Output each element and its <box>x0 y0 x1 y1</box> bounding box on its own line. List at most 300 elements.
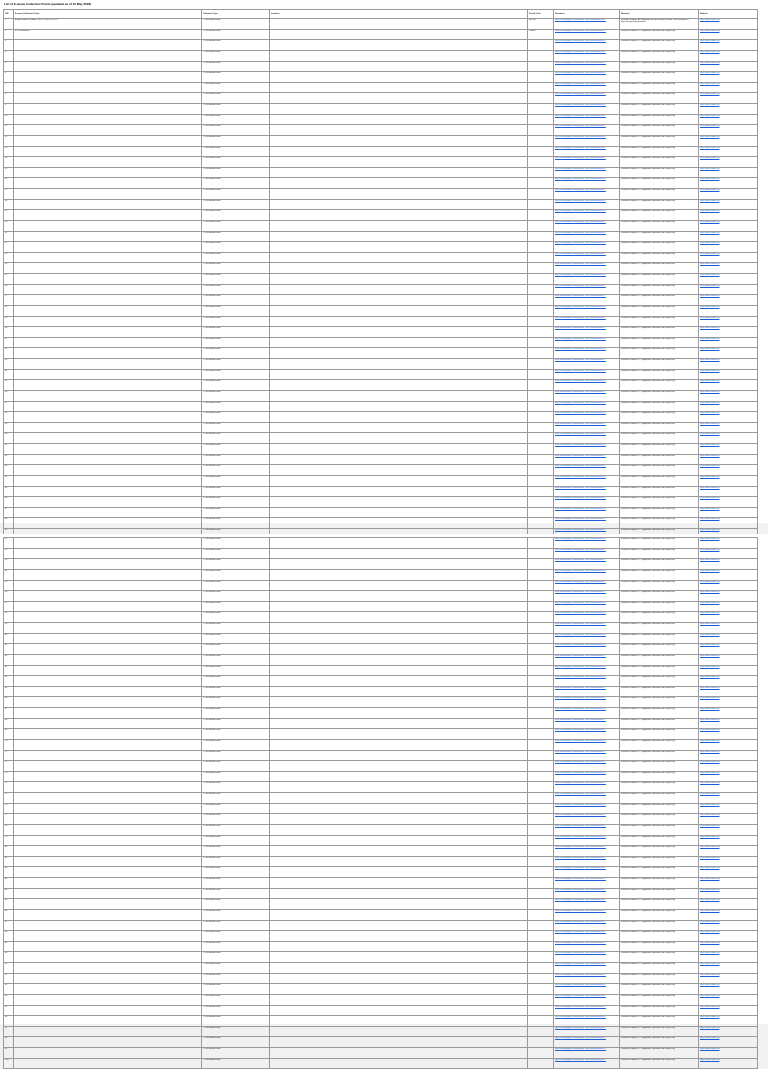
website-link[interactable]: https://alba-ewaste.sg <box>700 167 720 170</box>
cell-directions[interactable] <box>554 82 620 96</box>
website-link[interactable]: https://alba-ewaste.sg <box>700 973 720 976</box>
website-link[interactable]: https://alba-ewaste.sg <box>700 803 720 806</box>
website-link[interactable]: https://alba-ewaste.sg <box>700 284 720 287</box>
website-link[interactable]: https://alba-ewaste.sg <box>700 633 720 636</box>
cell-directions[interactable] <box>554 569 620 580</box>
cell-website[interactable] <box>699 654 758 665</box>
website-link[interactable]: https://alba-ewaste.sg <box>700 697 720 700</box>
website-link[interactable]: https://alba-ewaste.sg <box>700 433 720 436</box>
cell-website[interactable] <box>699 856 758 870</box>
cell-directions[interactable] <box>554 761 620 772</box>
cell-website[interactable] <box>699 199 758 213</box>
cell-directions[interactable] <box>554 739 620 750</box>
cell-website[interactable] <box>699 771 758 785</box>
directions-link[interactable]: https://www.google.com/maps/dir/?api=1&destination=1.2 <box>555 941 606 944</box>
cell-website[interactable] <box>699 305 758 316</box>
directions-link[interactable]: https://www.google.com/maps/dir/?api=1&destination=1.2 <box>555 686 606 689</box>
cell-directions[interactable] <box>554 708 620 719</box>
directions-link[interactable]: https://www.google.com/maps/dir/?api=1&destination=1.2 <box>555 750 606 753</box>
directions-link[interactable]: https://www.google.com/maps/dir/?api=1&destination=1.2 <box>555 61 606 64</box>
cell-directions[interactable] <box>554 729 620 740</box>
website-link[interactable]: https://alba-ewaste.sg <box>700 135 720 138</box>
cell-directions[interactable] <box>554 327 620 338</box>
website-link[interactable]: https://alba-ewaste.sg <box>700 263 720 266</box>
directions-link[interactable]: https://www.google.com/maps/dir/?api=1&destination=1.2 <box>555 888 606 891</box>
cell-directions[interactable] <box>554 40 620 51</box>
cell-directions[interactable] <box>554 973 620 987</box>
directions-link[interactable]: https://www.google.com/maps/dir/?api=1&destination=1.2 <box>555 104 606 106</box>
directions-link[interactable]: https://www.google.com/maps/dir/?api=1&destination=1.2 <box>555 93 606 96</box>
cell-website[interactable] <box>699 984 758 995</box>
cell-website[interactable] <box>699 846 758 857</box>
cell-website[interactable] <box>699 29 758 43</box>
cell-website[interactable] <box>699 803 758 817</box>
website-link[interactable]: https://alba-ewaste.sg <box>700 984 720 987</box>
cell-website[interactable] <box>699 569 758 580</box>
cell-website[interactable] <box>699 559 758 570</box>
website-link[interactable]: https://alba-ewaste.sg <box>700 327 720 330</box>
website-link[interactable]: https://alba-ewaste.sg <box>700 348 720 351</box>
cell-directions[interactable] <box>554 1026 620 1040</box>
cell-website[interactable] <box>699 284 758 298</box>
website-link[interactable]: https://alba-ewaste.sg <box>700 518 720 521</box>
directions-link[interactable]: https://www.google.com/maps/dir/?api=1&destination=1.2 <box>555 909 606 912</box>
website-link[interactable]: https://alba-ewaste.sg <box>700 623 720 625</box>
cell-website[interactable] <box>699 1048 758 1059</box>
cell-directions[interactable] <box>554 538 620 549</box>
directions-link[interactable]: https://www.google.com/maps/dir/?api=1&destination=1.2 <box>555 771 606 774</box>
website-link[interactable]: https://alba-ewaste.sg <box>700 125 720 128</box>
directions-link[interactable]: https://www.google.com/maps/dir/?api=1&destination=1.2 <box>555 486 606 489</box>
directions-link[interactable]: https://www.google.com/maps/dir/?api=1&destination=1.2 <box>555 380 606 383</box>
cell-website[interactable] <box>699 327 758 338</box>
cell-website[interactable] <box>699 835 758 849</box>
website-link[interactable]: https://alba-ewaste.sg <box>700 82 720 85</box>
website-link[interactable]: https://alba-ewaste.sg <box>700 601 720 604</box>
cell-website[interactable] <box>699 295 758 306</box>
website-link[interactable]: https://alba-ewaste.sg <box>700 444 720 446</box>
cell-directions[interactable] <box>554 316 620 330</box>
cell-directions[interactable] <box>554 559 620 570</box>
cell-website[interactable] <box>699 220 758 231</box>
directions-link[interactable]: https://www.google.com/maps/dir/?api=1&destination=1.2 <box>555 465 606 468</box>
cell-directions[interactable] <box>554 178 620 189</box>
cell-directions[interactable] <box>554 104 620 115</box>
website-link[interactable]: https://alba-ewaste.sg <box>700 569 720 572</box>
cell-directions[interactable] <box>554 61 620 75</box>
directions-link[interactable]: https://www.google.com/maps/dir/?api=1&destination=1.2 <box>555 984 606 987</box>
website-link[interactable]: https://alba-ewaste.sg <box>700 824 720 827</box>
website-link[interactable]: https://alba-ewaste.sg <box>700 994 720 997</box>
cell-directions[interactable] <box>554 878 620 889</box>
website-link[interactable]: https://alba-ewaste.sg <box>700 220 720 223</box>
directions-link[interactable]: https://www.google.com/maps/dir/?api=1&destination=1.2 <box>555 601 606 604</box>
cell-website[interactable] <box>699 316 758 330</box>
directions-link[interactable]: https://www.google.com/maps/dir/?api=1&destination=1.2 <box>555 856 606 859</box>
cell-website[interactable] <box>699 1026 758 1040</box>
directions-link[interactable]: https://www.google.com/maps/dir/?api=1&destination=1.2 <box>555 591 606 594</box>
cell-directions[interactable] <box>554 284 620 298</box>
directions-link[interactable]: https://www.google.com/maps/dir/?api=1&destination=1.2 <box>555 654 606 657</box>
cell-directions[interactable] <box>554 454 620 468</box>
cell-directions[interactable] <box>554 220 620 231</box>
cell-directions[interactable] <box>554 1058 620 1069</box>
website-link[interactable]: https://alba-ewaste.sg <box>700 909 720 912</box>
website-link[interactable]: https://alba-ewaste.sg <box>700 856 720 859</box>
cell-directions[interactable] <box>554 433 620 444</box>
website-link[interactable]: https://alba-ewaste.sg <box>700 729 720 732</box>
cell-website[interactable] <box>699 337 758 351</box>
directions-link[interactable]: https://www.google.com/maps/dir/?api=1&destination=1.2 <box>555 708 606 710</box>
cell-website[interactable] <box>699 210 758 221</box>
directions-link[interactable]: https://www.google.com/maps/dir/?api=1&destination=1.2 <box>555 697 606 700</box>
cell-directions[interactable] <box>554 157 620 168</box>
website-link[interactable]: https://alba-ewaste.sg <box>700 952 720 955</box>
website-link[interactable]: https://alba-ewaste.sg <box>700 29 720 32</box>
cell-website[interactable] <box>699 157 758 168</box>
website-link[interactable]: https://alba-ewaste.sg <box>700 1005 720 1008</box>
directions-link[interactable]: https://www.google.com/maps/dir/?api=1&destination=1.2 <box>555 433 606 436</box>
cell-website[interactable] <box>699 242 758 253</box>
cell-directions[interactable] <box>554 824 620 835</box>
website-link[interactable]: https://alba-ewaste.sg <box>700 835 720 838</box>
website-link[interactable]: https://alba-ewaste.sg <box>700 178 720 181</box>
cell-website[interactable] <box>699 178 758 189</box>
directions-link[interactable]: https://www.google.com/maps/dir/?api=1&destination=1.2 <box>555 718 606 721</box>
cell-website[interactable] <box>699 454 758 468</box>
directions-link[interactable]: https://www.google.com/maps/dir/?api=1&destination=1.2 <box>555 952 606 955</box>
website-link[interactable]: https://alba-ewaste.sg <box>700 559 720 562</box>
directions-link[interactable]: https://www.google.com/maps/dir/?api=1&destination=1.2 <box>555 167 606 170</box>
directions-link[interactable]: https://www.google.com/maps/dir/?api=1&destination=1.2 <box>555 633 606 636</box>
directions-link[interactable]: https://www.google.com/maps/dir/?api=1&destination=1.2 <box>555 82 606 85</box>
website-link[interactable]: https://alba-ewaste.sg <box>700 465 720 468</box>
cell-directions[interactable] <box>554 507 620 521</box>
cell-directions[interactable] <box>554 814 620 825</box>
cell-website[interactable] <box>699 475 758 486</box>
cell-website[interactable] <box>699 40 758 51</box>
cell-directions[interactable] <box>554 295 620 306</box>
website-link[interactable]: https://alba-ewaste.sg <box>700 454 720 457</box>
website-link[interactable]: https://alba-ewaste.sg <box>700 369 720 372</box>
cell-website[interactable] <box>699 263 758 274</box>
cell-website[interactable] <box>699 497 758 508</box>
cell-directions[interactable] <box>554 686 620 700</box>
website-link[interactable]: https://alba-ewaste.sg <box>700 1037 720 1040</box>
cell-website[interactable] <box>699 146 758 160</box>
website-link[interactable]: https://alba-ewaste.sg <box>700 888 720 891</box>
directions-link[interactable]: https://www.google.com/maps/dir/?api=1&destination=1.2 <box>555 665 606 668</box>
cell-directions[interactable] <box>554 952 620 963</box>
cell-directions[interactable] <box>554 465 620 476</box>
directions-link[interactable]: https://www.google.com/maps/dir/?api=1&destination=1.2 <box>555 401 606 404</box>
website-link[interactable]: https://alba-ewaste.sg <box>700 242 720 245</box>
cell-website[interactable] <box>699 465 758 476</box>
directions-link[interactable]: https://www.google.com/maps/dir/?api=1&destination=1.2 <box>555 189 606 191</box>
directions-link[interactable]: https://www.google.com/maps/dir/?api=1&destination=1.2 <box>555 782 606 785</box>
cell-directions[interactable] <box>554 633 620 647</box>
cell-directions[interactable] <box>554 19 620 30</box>
directions-link[interactable]: https://www.google.com/maps/dir/?api=1&destination=1.2 <box>555 135 606 138</box>
cell-directions[interactable] <box>554 994 620 1005</box>
directions-link[interactable]: https://www.google.com/maps/dir/?api=1&destination=1.2 <box>555 846 606 849</box>
cell-website[interactable] <box>699 718 758 732</box>
cell-directions[interactable] <box>554 984 620 995</box>
cell-website[interactable] <box>699 676 758 687</box>
directions-link[interactable]: https://www.google.com/maps/dir/?api=1&destination=1.2 <box>555 220 606 223</box>
directions-link[interactable]: https://www.google.com/maps/dir/?api=1&destination=1.2 <box>555 973 606 976</box>
website-link[interactable]: https://alba-ewaste.sg <box>700 941 720 944</box>
cell-directions[interactable] <box>554 390 620 401</box>
cell-directions[interactable] <box>554 654 620 665</box>
cell-directions[interactable] <box>554 591 620 602</box>
directions-link[interactable]: https://www.google.com/maps/dir/?api=1&destination=1.2 <box>555 1026 606 1029</box>
directions-link[interactable]: https://www.google.com/maps/dir/?api=1&destination=1.2 <box>555 157 606 160</box>
website-link[interactable]: https://alba-ewaste.sg <box>700 538 720 540</box>
website-link[interactable]: https://alba-ewaste.sg <box>700 146 720 149</box>
cell-directions[interactable] <box>554 231 620 245</box>
cell-directions[interactable] <box>554 750 620 764</box>
website-link[interactable]: https://alba-ewaste.sg <box>700 676 720 679</box>
directions-link[interactable]: https://www.google.com/maps/dir/?api=1&destination=1.2 <box>555 761 606 764</box>
directions-link[interactable]: https://www.google.com/maps/dir/?api=1&destination=1.2 <box>555 644 606 647</box>
directions-link[interactable]: https://www.google.com/maps/dir/?api=1&destination=1.2 <box>555 994 606 997</box>
cell-website[interactable] <box>699 782 758 793</box>
website-link[interactable]: https://alba-ewaste.sg <box>700 497 720 500</box>
directions-link[interactable]: https://www.google.com/maps/dir/?api=1&destination=1.2 <box>555 518 606 521</box>
directions-link[interactable]: https://www.google.com/maps/dir/?api=1&destination=1.2 <box>555 1058 606 1061</box>
cell-directions[interactable] <box>554 167 620 181</box>
directions-link[interactable]: https://www.google.com/maps/dir/?api=1&destination=1.2 <box>555 507 606 510</box>
directions-link[interactable]: https://www.google.com/maps/dir/?api=1&destination=1.2 <box>555 899 606 902</box>
website-link[interactable]: https://alba-ewaste.sg <box>700 231 720 234</box>
cell-directions[interactable] <box>554 125 620 136</box>
directions-link[interactable]: https://www.google.com/maps/dir/?api=1&destination=1.2 <box>555 1005 606 1008</box>
cell-directions[interactable] <box>554 771 620 785</box>
directions-link[interactable]: https://www.google.com/maps/dir/?api=1&destination=1.2 <box>555 824 606 827</box>
cell-website[interactable] <box>699 824 758 835</box>
cell-website[interactable] <box>699 739 758 750</box>
cell-directions[interactable] <box>554 475 620 486</box>
cell-directions[interactable] <box>554 803 620 817</box>
directions-link[interactable]: https://www.google.com/maps/dir/?api=1&destination=1.2 <box>555 569 606 572</box>
cell-directions[interactable] <box>554 274 620 285</box>
directions-link[interactable]: https://www.google.com/maps/dir/?api=1&destination=1.2 <box>555 963 606 965</box>
cell-website[interactable] <box>699 252 758 266</box>
directions-link[interactable]: https://www.google.com/maps/dir/?api=1&destination=1.2 <box>555 623 606 625</box>
cell-website[interactable] <box>699 412 758 423</box>
directions-link[interactable]: https://www.google.com/maps/dir/?api=1&destination=1.2 <box>555 475 606 478</box>
cell-website[interactable] <box>699 274 758 285</box>
directions-link[interactable]: https://www.google.com/maps/dir/?api=1&destination=1.2 <box>555 125 606 128</box>
cell-website[interactable] <box>699 952 758 963</box>
cell-directions[interactable] <box>554 644 620 655</box>
cell-directions[interactable] <box>554 135 620 146</box>
website-link[interactable]: https://alba-ewaste.sg <box>700 50 720 53</box>
cell-directions[interactable] <box>554 189 620 200</box>
website-link[interactable]: https://alba-ewaste.sg <box>700 210 720 213</box>
cell-website[interactable] <box>699 369 758 383</box>
website-link[interactable]: https://alba-ewaste.sg <box>700 878 720 880</box>
cell-directions[interactable] <box>554 623 620 634</box>
directions-link[interactable]: https://www.google.com/maps/dir/?api=1&destination=1.2 <box>555 676 606 679</box>
cell-website[interactable] <box>699 518 758 529</box>
website-link[interactable]: https://alba-ewaste.sg <box>700 199 720 202</box>
cell-directions[interactable] <box>554 846 620 857</box>
cell-website[interactable] <box>699 814 758 825</box>
cell-website[interactable] <box>699 1016 758 1027</box>
cell-website[interactable] <box>699 1037 758 1048</box>
directions-link[interactable]: https://www.google.com/maps/dir/?api=1&destination=1.2 <box>555 369 606 372</box>
website-link[interactable]: https://alba-ewaste.sg <box>700 1058 720 1061</box>
cell-website[interactable] <box>699 888 758 902</box>
cell-website[interactable] <box>699 750 758 764</box>
cell-directions[interactable] <box>554 1037 620 1048</box>
cell-directions[interactable] <box>554 401 620 415</box>
cell-website[interactable] <box>699 941 758 955</box>
cell-website[interactable] <box>699 761 758 772</box>
directions-link[interactable]: https://www.google.com/maps/dir/?api=1&destination=1.2 <box>555 295 606 298</box>
directions-link[interactable]: https://www.google.com/maps/dir/?api=1&destination=1.2 <box>555 316 606 319</box>
directions-link[interactable]: https://www.google.com/maps/dir/?api=1&destination=1.2 <box>555 242 606 245</box>
directions-link[interactable]: https://www.google.com/maps/dir/?api=1&destination=1.2 <box>555 252 606 255</box>
directions-link[interactable]: https://www.google.com/maps/dir/?api=1&destination=1.2 <box>555 72 606 75</box>
website-link[interactable]: https://alba-ewaste.sg <box>700 157 720 160</box>
cell-website[interactable] <box>699 444 758 455</box>
cell-website[interactable] <box>699 538 758 549</box>
cell-directions[interactable] <box>554 793 620 804</box>
directions-link[interactable]: https://www.google.com/maps/dir/?api=1&destination=1.2 <box>555 612 606 615</box>
cell-website[interactable] <box>699 1005 758 1019</box>
website-link[interactable]: https://alba-ewaste.sg <box>700 104 720 106</box>
cell-website[interactable] <box>699 548 758 562</box>
website-link[interactable]: https://alba-ewaste.sg <box>700 1048 720 1050</box>
directions-link[interactable]: https://www.google.com/maps/dir/?api=1&destination=1.2 <box>555 529 606 531</box>
cell-directions[interactable] <box>554 263 620 274</box>
website-link[interactable]: https://alba-ewaste.sg <box>700 846 720 849</box>
cell-directions[interactable] <box>554 486 620 500</box>
cell-directions[interactable] <box>554 252 620 266</box>
cell-website[interactable] <box>699 899 758 910</box>
cell-directions[interactable] <box>554 1005 620 1019</box>
website-link[interactable]: https://alba-ewaste.sg <box>700 708 720 710</box>
website-link[interactable]: https://alba-ewaste.sg <box>700 665 720 668</box>
directions-link[interactable]: https://www.google.com/maps/dir/?api=1&destination=1.2 <box>555 210 606 213</box>
directions-link[interactable]: https://www.google.com/maps/dir/?api=1&destination=1.2 <box>555 40 606 43</box>
cell-website[interactable] <box>699 867 758 878</box>
cell-website[interactable] <box>699 931 758 942</box>
cell-directions[interactable] <box>554 93 620 104</box>
cell-directions[interactable] <box>554 601 620 615</box>
website-link[interactable]: https://alba-ewaste.sg <box>700 782 720 785</box>
website-link[interactable]: https://alba-ewaste.sg <box>700 422 720 425</box>
cell-website[interactable] <box>699 994 758 1005</box>
cell-directions[interactable] <box>554 348 620 359</box>
cell-website[interactable] <box>699 231 758 245</box>
directions-link[interactable]: https://www.google.com/maps/dir/?api=1&destination=1.2 <box>555 803 606 806</box>
directions-link[interactable]: https://www.google.com/maps/dir/?api=1&destination=1.2 <box>555 284 606 287</box>
cell-website[interactable] <box>699 878 758 889</box>
website-link[interactable]: https://alba-ewaste.sg <box>700 867 720 870</box>
cell-website[interactable] <box>699 189 758 200</box>
cell-website[interactable] <box>699 963 758 974</box>
cell-directions[interactable] <box>554 497 620 508</box>
website-link[interactable]: https://alba-ewaste.sg <box>700 529 720 531</box>
cell-directions[interactable] <box>554 580 620 594</box>
website-link[interactable]: https://alba-ewaste.sg <box>700 1016 720 1019</box>
cell-directions[interactable] <box>554 50 620 61</box>
website-link[interactable]: https://alba-ewaste.sg <box>700 19 720 21</box>
website-link[interactable]: https://alba-ewaste.sg <box>700 93 720 96</box>
website-link[interactable]: https://alba-ewaste.sg <box>700 739 720 742</box>
website-link[interactable]: https://alba-ewaste.sg <box>700 486 720 489</box>
cell-website[interactable] <box>699 61 758 75</box>
cell-website[interactable] <box>699 390 758 401</box>
directions-link[interactable]: https://www.google.com/maps/dir/?api=1&destination=1.2 <box>555 337 606 340</box>
cell-directions[interactable] <box>554 548 620 562</box>
directions-link[interactable]: https://www.google.com/maps/dir/?api=1&destination=1.2 <box>555 835 606 838</box>
directions-link[interactable]: https://www.google.com/maps/dir/?api=1&destination=1.2 <box>555 920 606 923</box>
directions-link[interactable]: https://www.google.com/maps/dir/?api=1&destination=1.2 <box>555 538 606 540</box>
website-link[interactable]: https://alba-ewaste.sg <box>700 793 720 795</box>
website-link[interactable]: https://alba-ewaste.sg <box>700 1026 720 1029</box>
directions-link[interactable]: https://www.google.com/maps/dir/?api=1&destination=1.2 <box>555 559 606 562</box>
website-link[interactable]: https://alba-ewaste.sg <box>700 920 720 923</box>
website-link[interactable]: https://alba-ewaste.sg <box>700 750 720 753</box>
cell-directions[interactable] <box>554 612 620 623</box>
directions-link[interactable]: https://www.google.com/maps/dir/?api=1&destination=1.2 <box>555 422 606 425</box>
cell-directions[interactable] <box>554 909 620 920</box>
cell-website[interactable] <box>699 125 758 136</box>
cell-website[interactable] <box>699 601 758 615</box>
cell-website[interactable] <box>699 580 758 594</box>
cell-directions[interactable] <box>554 412 620 423</box>
directions-link[interactable]: https://www.google.com/maps/dir/?api=1&destination=1.2 <box>555 274 606 276</box>
cell-directions[interactable] <box>554 72 620 83</box>
website-link[interactable]: https://alba-ewaste.sg <box>700 252 720 255</box>
cell-directions[interactable] <box>554 782 620 793</box>
website-link[interactable]: https://alba-ewaste.sg <box>700 40 720 43</box>
cell-website[interactable] <box>699 729 758 740</box>
directions-link[interactable]: https://www.google.com/maps/dir/?api=1&destination=1.2 <box>555 1037 606 1040</box>
cell-website[interactable] <box>699 644 758 655</box>
directions-link[interactable]: https://www.google.com/maps/dir/?api=1&destination=1.2 <box>555 793 606 795</box>
website-link[interactable]: https://alba-ewaste.sg <box>700 718 720 721</box>
website-link[interactable]: https://alba-ewaste.sg <box>700 401 720 404</box>
cell-website[interactable] <box>699 104 758 115</box>
directions-link[interactable]: https://www.google.com/maps/dir/?api=1&destination=1.2 <box>555 263 606 266</box>
website-link[interactable]: https://alba-ewaste.sg <box>700 580 720 583</box>
cell-website[interactable] <box>699 708 758 719</box>
cell-directions[interactable] <box>554 676 620 687</box>
website-link[interactable]: https://alba-ewaste.sg <box>700 591 720 594</box>
cell-directions[interactable] <box>554 920 620 934</box>
website-link[interactable]: https://alba-ewaste.sg <box>700 612 720 615</box>
directions-link[interactable]: https://www.google.com/maps/dir/?api=1&destination=1.2 <box>555 327 606 330</box>
cell-directions[interactable] <box>554 665 620 679</box>
website-link[interactable]: https://alba-ewaste.sg <box>700 380 720 383</box>
website-link[interactable]: https://alba-ewaste.sg <box>700 814 720 817</box>
cell-directions[interactable] <box>554 1016 620 1027</box>
directions-link[interactable]: https://www.google.com/maps/dir/?api=1&destination=1.2 <box>555 178 606 181</box>
directions-link[interactable]: https://www.google.com/maps/dir/?api=1&destination=1.2 <box>555 231 606 234</box>
directions-link[interactable]: https://www.google.com/maps/dir/?api=1&destination=1.2 <box>555 199 606 202</box>
directions-link[interactable]: https://www.google.com/maps/dir/?api=1&destination=1.2 <box>555 580 606 583</box>
cell-directions[interactable] <box>554 856 620 870</box>
website-link[interactable]: https://alba-ewaste.sg <box>700 686 720 689</box>
website-link[interactable]: https://alba-ewaste.sg <box>700 507 720 510</box>
website-link[interactable]: https://alba-ewaste.sg <box>700 548 720 551</box>
